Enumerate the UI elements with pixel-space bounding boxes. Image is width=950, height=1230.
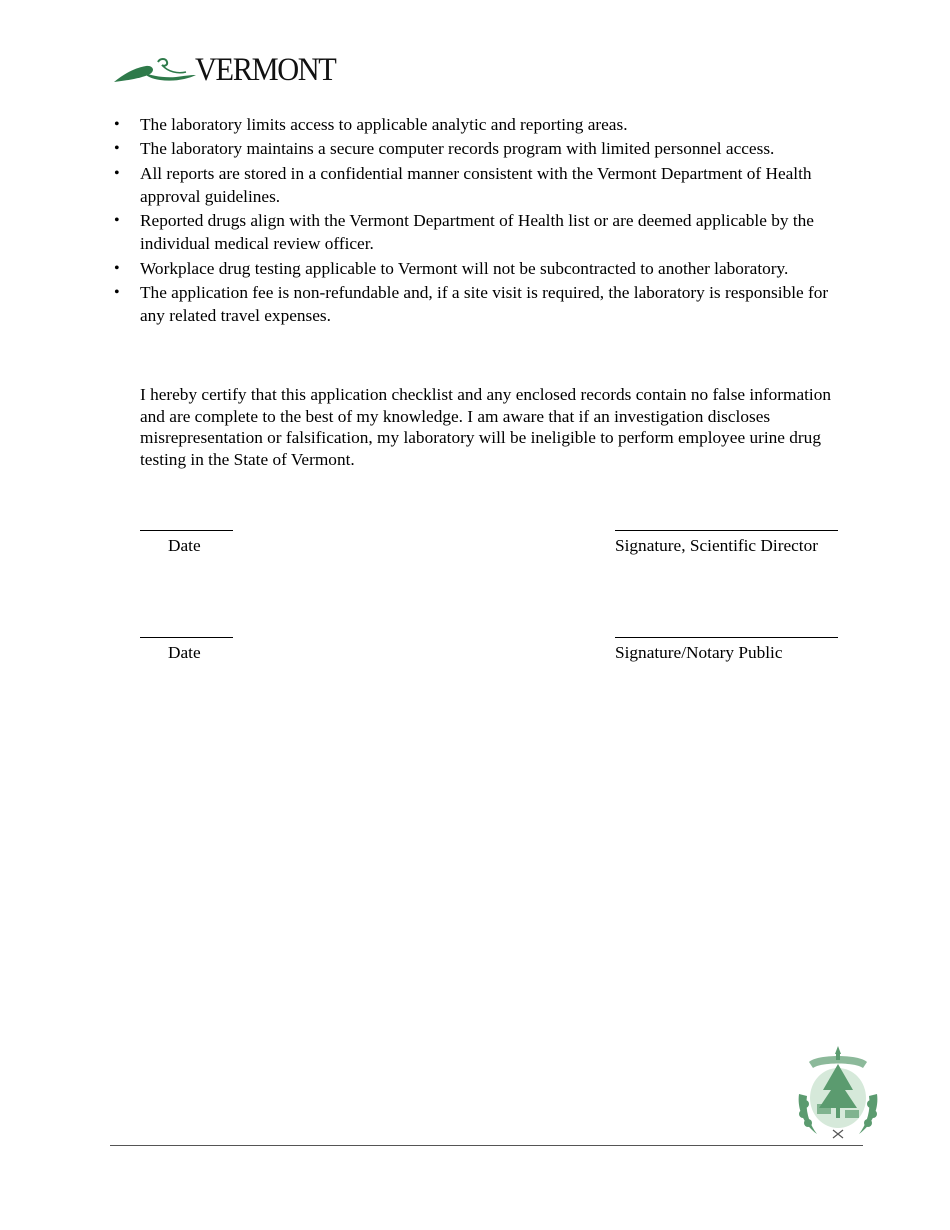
list-item (110, 281, 830, 327)
date-line-1[interactable] (140, 530, 233, 531)
bullet-icon: • (114, 283, 120, 301)
list-item (110, 209, 830, 255)
bullet-icon: • (114, 164, 120, 182)
list-item (110, 137, 830, 160)
list-item-text: The laboratory maintains a secure computer records program with limited personnel access. (140, 139, 775, 159)
date-line-2[interactable] (140, 637, 233, 638)
date-label-2: Date (168, 643, 201, 662)
bullet-icon: • (114, 116, 120, 133)
signature-line-scientific-director[interactable] (615, 530, 838, 531)
mountain-swoosh-icon (112, 56, 196, 86)
logo-wordmark: VERMONT (195, 52, 336, 88)
vermont-logo (112, 52, 352, 88)
vermont-state-seal-icon (795, 1044, 881, 1145)
footer-divider (110, 1145, 863, 1146)
list-item-text: Workplace drug testing applicable to Vermont will not be subcontracted to another laboratory. (140, 258, 789, 278)
list-item (110, 257, 830, 280)
signature-label-scientific-director: Signature, Scientific Director (615, 536, 818, 555)
requirements-list (110, 113, 830, 328)
bullet-icon: • (114, 212, 120, 230)
signature-line-notary-public[interactable] (615, 637, 838, 638)
certification-statement: I hereby certify that this application checklist and any enclosed records contain no false information and are complete to the best of my knowledge. I am aware that if an investigation discloses misrepresentation or falsification, my laboratory will be ineligible to perform employee urine drug testing in the State of Vermont. (140, 385, 832, 470)
list-item-text: Reported drugs align with the Vermont Department of Health list or are deemed applicable by the individual medical review officer. (140, 211, 814, 254)
date-label-1: Date (168, 536, 201, 555)
list-item (110, 162, 830, 208)
list-item (110, 113, 830, 136)
list-item-text: The laboratory limits access to applicable analytic and reporting areas. (140, 115, 628, 134)
bullet-icon: • (114, 140, 120, 158)
list-item-text: The application fee is non-refundable and, if a site visit is required, the laboratory is responsible for any related travel expenses. (140, 282, 829, 325)
bullet-icon: • (114, 259, 120, 277)
list-item-text: All reports are stored in a confidential manner consistent with the Vermont Department of Health approval guidelines. (140, 163, 812, 206)
signature-label-notary-public: Signature/Notary Public (615, 643, 783, 662)
